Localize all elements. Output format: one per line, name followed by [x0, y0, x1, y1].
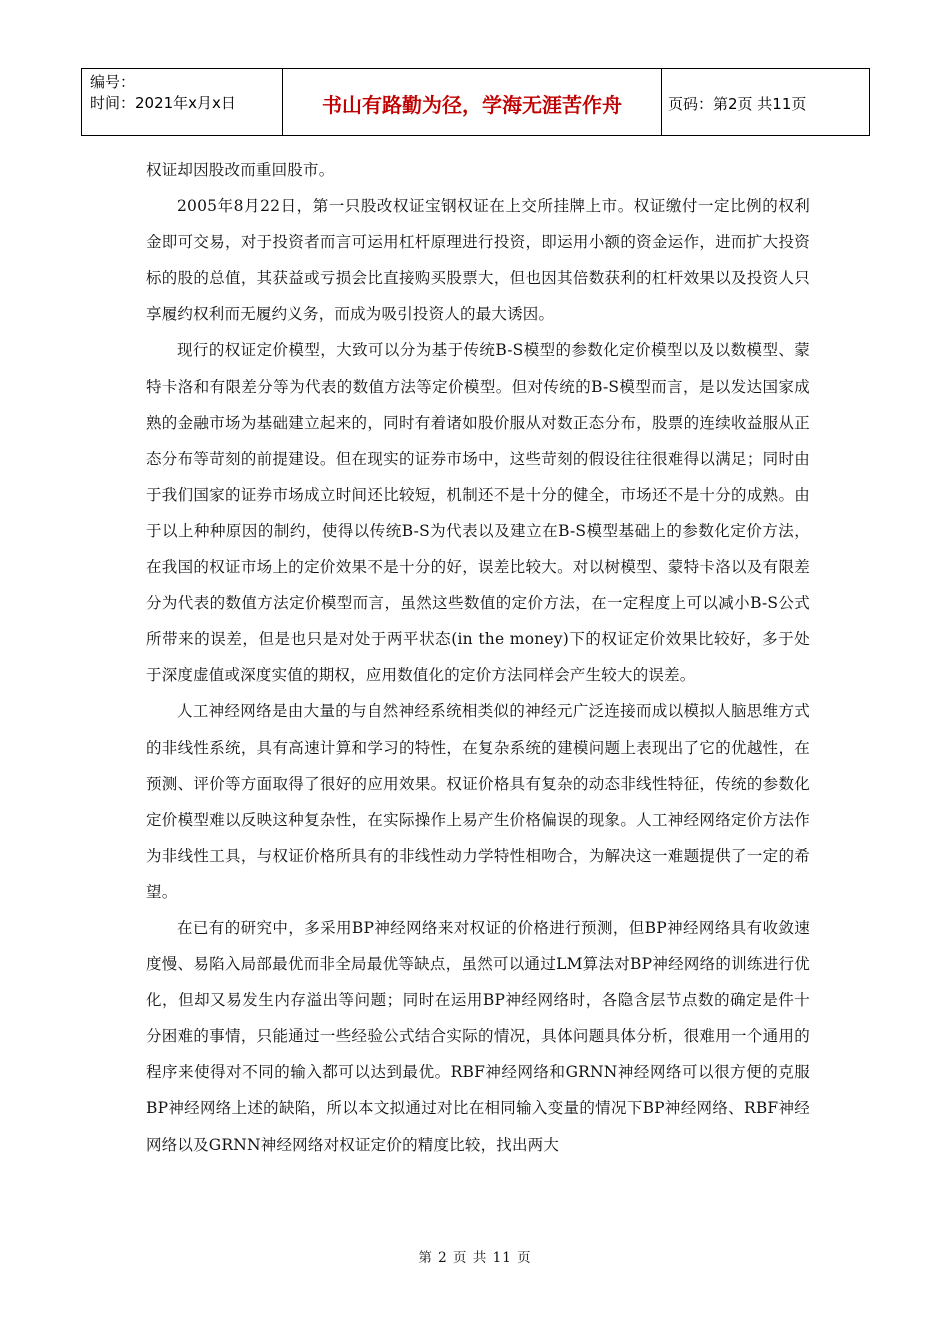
- date-label: 时间：2021年x月x日: [90, 94, 236, 112]
- paragraph: 权证却因股改而重回股市。: [146, 161, 335, 179]
- motto-banner: [283, 69, 662, 135]
- number-label: 编号：: [90, 73, 136, 91]
- header-meta: [82, 69, 283, 135]
- paragraph: 在已有的研究中，多采用BP神经网络来对权证的价格进行预测，但BP神经网络具有收敛速度慢、易陷入局部最优而非全局最优等缺点，虽然可以通过LM算法对BP神经网络的训练进行优化，但却又易发生内存溢出等问题；同时在运用BP神经网络时，各隐含层节点数的确定是件十分困难的事情，只能通过一些经验公式结合实际的情况，具体问题具体分析，很难用一个通用的程序来使得对不同的输入都可以达到最优。RBF神经网络和GRNN神经网络可以很方便的克服BP神经网络上述的缺陷，所以本文拟通过对比在相同输入变量的情况下BP神经网络、RBF神经网络以及GRNN神经网络对权证定价的精度比较，找出两大: [146, 918, 810, 1154]
- paragraph: 现行的权证定价模型，大致可以分为基于传统B-S模型的参数化定价模型以及以数模型、蒙特卡洛和有限差分等为代表的数值方法等定价模型。但对传统的B-S模型而言，是以发达国家成熟的金融市场为基础建立起来的，同时有着诸如股价服从对数正态分布，股票的连续收益服从正态分布等苛刻的前提建设。但在现实的证券市场中，这些苛刻的假设往往很难得以满足；同时由于我们国家的证券市场成立时间还比较短，机制还不是十分的健全，市场还不是十分的成熟。由于以上种种原因的制约，使得以传统B-S为代表以及建立在B-S模型基础上的参数化定价方法，在我国的权证市场上的定价效果不是十分的好，误差比较大。对以树模型、蒙特卡洛以及有限差分为代表的数值方法定价模型而言，虽然这些数值的定价方法，在一定程度上可以减小B-S公式所带来的误差，但是也只是对处于两平状态(in the money)下的权证定价效果比较好，多于处于深度虚值或深度实值的期权，应用数值化的定价方法同样会产生较大的误差。: [146, 341, 810, 685]
- page-header: [81, 68, 870, 136]
- paragraph: 人工神经网络是由大量的与自然神经系统相类似的神经元广泛连接而成以模拟人脑思维方式的非线性系统，具有高速计算和学习的特性，在复杂系统的建模问题上表现出了它的优越性，在预测、评价等方面取得了很好的应用效果。权证价格具有复杂的动态非线性特征，传统的参数化定价模型难以反映这种复杂性，在实际操作上易产生价格偏误的现象。人工神经网络定价方法作为非线性工具，与权证价格所具有的非线性动力学特性相吻合，为解决这一难题提供了一定的希望。: [146, 702, 810, 901]
- document-body: [146, 152, 810, 1163]
- page-footer: 第 2 页 共 11 页: [418, 1250, 532, 1266]
- page-info: [662, 69, 869, 135]
- paragraph: 2005年8月22日，第一只股改权证宝钢权证在上交所挂牌上市。权证缴付一定比例的权利金即可交易，对于投资者而言可运用杠杆原理进行投资，即运用小额的资金运作，进而扩大投资标的股的总值，其获益或亏损会比直接购买股票大，但也因其倍数获利的杠杆效果以及投资人只享履约权利而无履约义务，而成为吸引投资人的最大诱因。: [146, 197, 810, 324]
- page-info-text: 页码：第2页 共11页: [668, 95, 807, 113]
- motto-text: 书山有路勤为径，学海无涯苦作舟: [322, 93, 622, 117]
